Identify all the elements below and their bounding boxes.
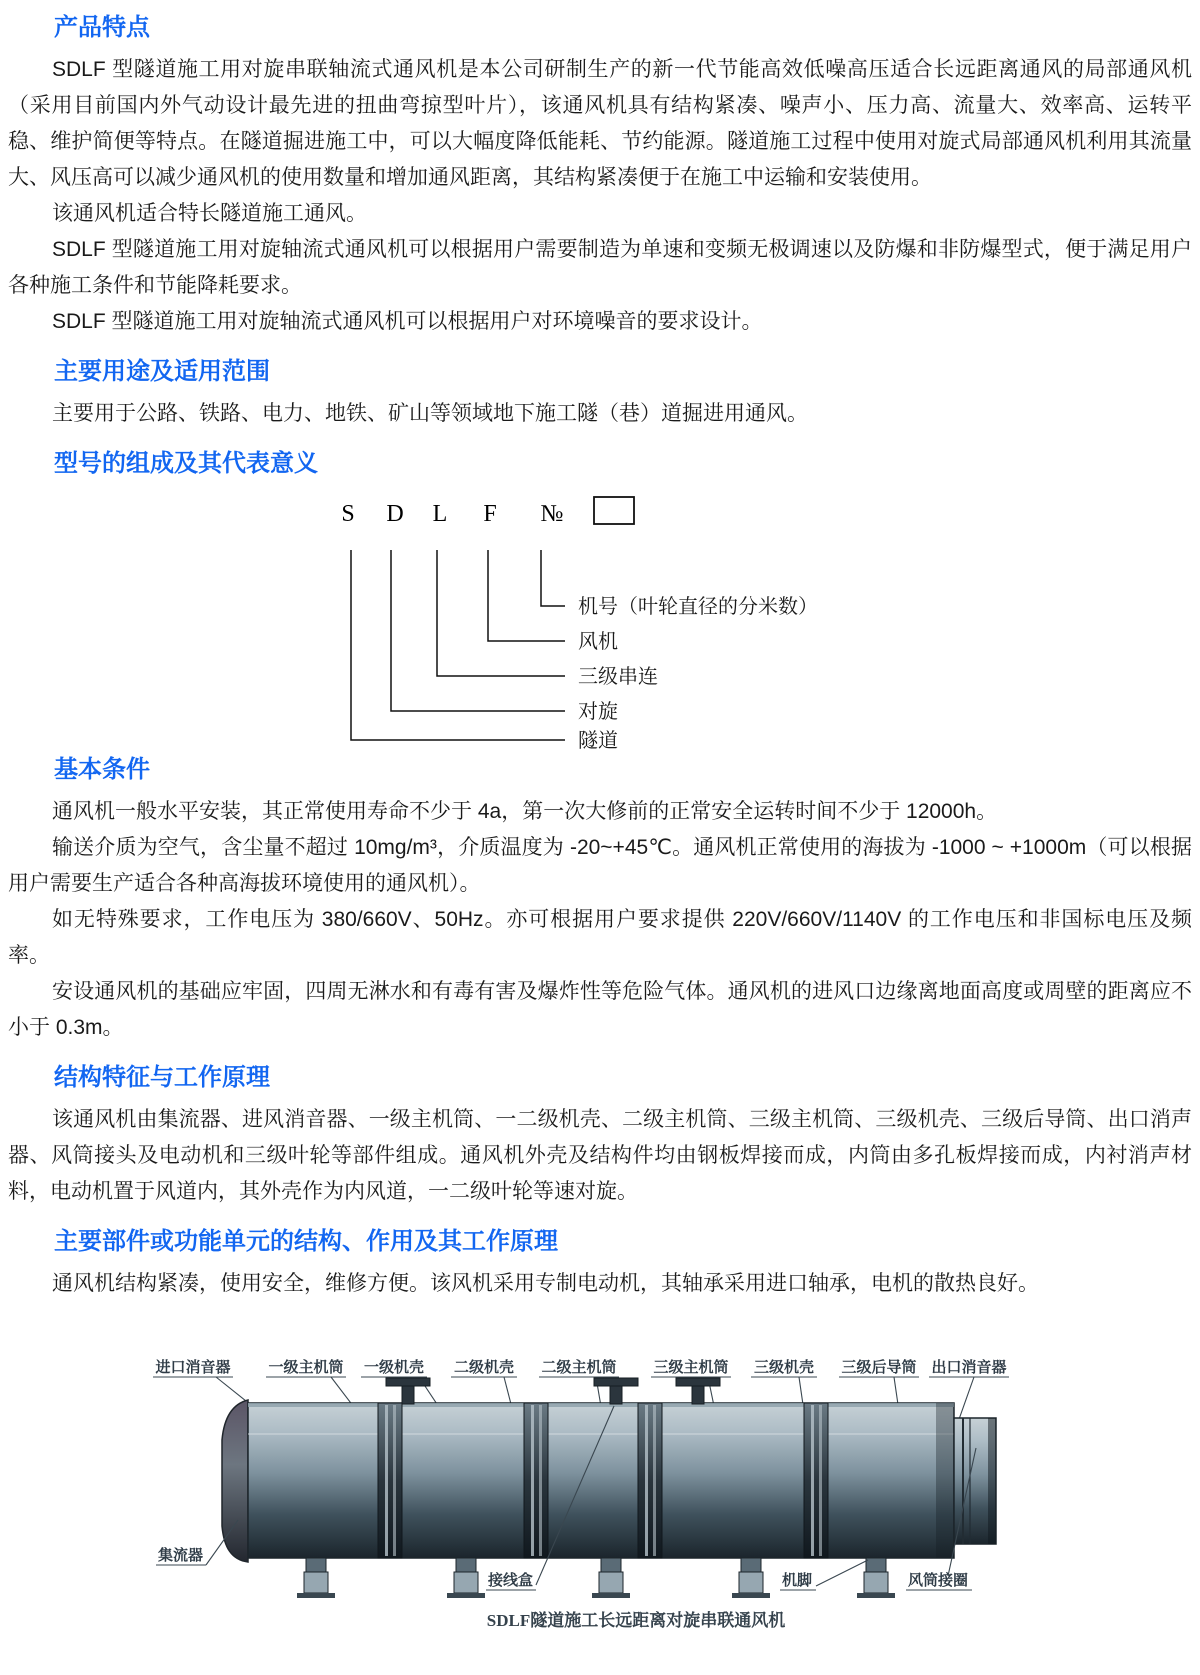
paragraph: 该通风机适合特长隧道施工通风。: [52, 202, 367, 225]
model-label-fan: 风机: [578, 631, 618, 653]
paragraph: 通风机一般水平安装，其正常使用寿命不少于 4a，第一次大修前的正常安全运转时间不少于 12000h。: [52, 800, 998, 823]
diagram-caption: SDLF隧道施工长远距离对旋串联通风机: [486, 1611, 786, 1630]
flange-cluster: [524, 1403, 548, 1558]
label-outlet-silencer: 出口消音器: [931, 1360, 1007, 1376]
junction-fitting: [594, 1378, 638, 1404]
label-stage2-main-barrel: 二级主机筒: [541, 1360, 617, 1376]
section-heading-usage: 主要用途及适用范围: [54, 358, 270, 385]
paragraph: 通风机结构紧凑，使用安全，维修方便。该风机采用专制电动机，其轴承采用进口轴承，电机的散热良好。: [52, 1272, 1039, 1295]
mounting-foot: [297, 1558, 335, 1598]
mounting-foot: [447, 1558, 485, 1598]
junction-fitting: [676, 1378, 720, 1404]
model-label-counter: 对旋: [578, 701, 618, 723]
label-collector: 集流器: [158, 1548, 204, 1564]
mounting-foot: [732, 1558, 770, 1598]
model-letter-s: S: [341, 501, 355, 527]
section-heading-basic: 基本条件: [54, 756, 150, 783]
label-stage3-rear-guide: 三级后导筒: [841, 1360, 917, 1376]
model-code-diagram-svg: [330, 488, 930, 750]
model-label-tunnel: 隧道: [578, 730, 618, 750]
fan-assembly-diagram: [136, 1348, 1101, 1645]
paragraph: 输送介质为空气，含尘量不超过 10mg/m³，介质温度为 -20~+45℃。通风机正常使用的海拔为 -1000 ~ +1000m（可以根据用户需要生产适合各种高海拔环境使用的通风机）。: [8, 836, 1192, 895]
model-number-box: [594, 497, 634, 524]
label-stage3-casing: 三级机壳: [753, 1360, 815, 1376]
model-label-three-stage: 三级串连: [578, 666, 658, 688]
section-heading-features: 产品特点: [54, 14, 150, 41]
paragraph: 安设通风机的基础应牢固，四周无淋水和有毒有害及爆炸性等危险气体。通风机的进风口边缘离地面高度或周壁的距离应不小于 0.3m。: [8, 980, 1192, 1039]
flange-cluster: [638, 1403, 662, 1558]
label-duct-ring: 风筒接圈: [908, 1573, 969, 1589]
model-label-no: 机号（叶轮直径的分米数）: [578, 596, 818, 618]
mounting-foot: [592, 1558, 630, 1598]
connector-line-fan: [488, 550, 565, 641]
model-letter-l: L: [432, 501, 448, 527]
duct-ring: [954, 1418, 996, 1544]
label-stage1-main-barrel: 一级主机筒: [268, 1360, 344, 1376]
paragraph: SDLF 型隧道施工用对旋轴流式通风机可以根据用户需要制造为单速和变频无极调速以及防爆和非防爆型式，便于满足用户各种施工条件和节能降耗要求。: [8, 238, 1192, 297]
label-stage2-casing: 二级机壳: [453, 1360, 515, 1376]
fan-body: [222, 1378, 996, 1598]
fan-assembly-svg: [136, 1348, 1101, 1640]
model-letter-f: F: [483, 501, 497, 527]
paragraph: 如无特殊要求，工作电压为 380/660V、50Hz。亦可根据用户要求提供 220V/660V/1140V 的工作电压和非国标电压及频率。: [8, 908, 1192, 967]
label-stage1-casing: 一级机壳: [363, 1360, 425, 1376]
section-heading-model-code: 型号的组成及其代表意义: [54, 450, 318, 477]
main-tube: [248, 1403, 954, 1558]
model-letter-d: D: [386, 501, 404, 527]
flange-cluster: [804, 1403, 828, 1558]
label-machine-foot: 机脚: [782, 1573, 813, 1589]
connector-line-three-stage: [437, 550, 565, 676]
label-junction-box: 接线盒: [488, 1573, 534, 1589]
label-inlet-silencer: 进口消音器: [155, 1360, 231, 1376]
label-stage3-main-barrel: 三级主机筒: [653, 1360, 729, 1376]
paragraph: 该通风机由集流器、进风消音器、一级主机筒、一二级机壳、二级主机筒、三级主机筒、三级机壳、三级后导筒、出口消声器、风筒接头及电动机和三级叶轮等部件组成。通风机外壳及结构件均由钢板焊接而成，内筒由多孔板焊接而成，内衬消声材料，电动机置于风道内，其外壳作为内风道，一二级叶轮等速对旋。: [8, 1108, 1192, 1203]
flange-cluster: [378, 1403, 402, 1558]
connector-line-no: [541, 550, 565, 606]
mounting-foot: [857, 1558, 895, 1598]
model-letter-no: №: [540, 501, 564, 527]
paragraph: 主要用于公路、铁路、电力、地铁、矿山等领域地下施工隧（巷）道掘进用通风。: [52, 402, 808, 425]
paragraph: SDLF 型隧道施工用对旋轴流式通风机可以根据用户对环境噪音的要求设计。: [52, 310, 763, 333]
section-heading-structure: 结构特征与工作原理: [54, 1064, 270, 1091]
model-code-diagram: [330, 488, 930, 750]
junction-fitting: [386, 1378, 430, 1404]
connector-line-counter: [391, 550, 565, 711]
paragraph: SDLF 型隧道施工用对旋串联轴流式通风机是本公司研制生产的新一代节能高效低噪高压适合长远距离通风的局部通风机（采用目前国内外气动设计最先进的扭曲弯掠型叶片），该通风机具有结构紧凑、噪声小、压力高、流量大、效率高、运转平稳、维护简便等特点。在隧道掘进施工中，可以大幅度降低能耗、节约能源。隧道施工过程中使用对旋式局部通风机利用其流量大、风压高可以减少通风机的使用数量和增加通风距离，其结构紧凑便于在施工中运输和安装使用。: [8, 58, 1192, 189]
section-heading-parts: 主要部件或功能单元的结构、作用及其工作原理: [54, 1228, 558, 1255]
